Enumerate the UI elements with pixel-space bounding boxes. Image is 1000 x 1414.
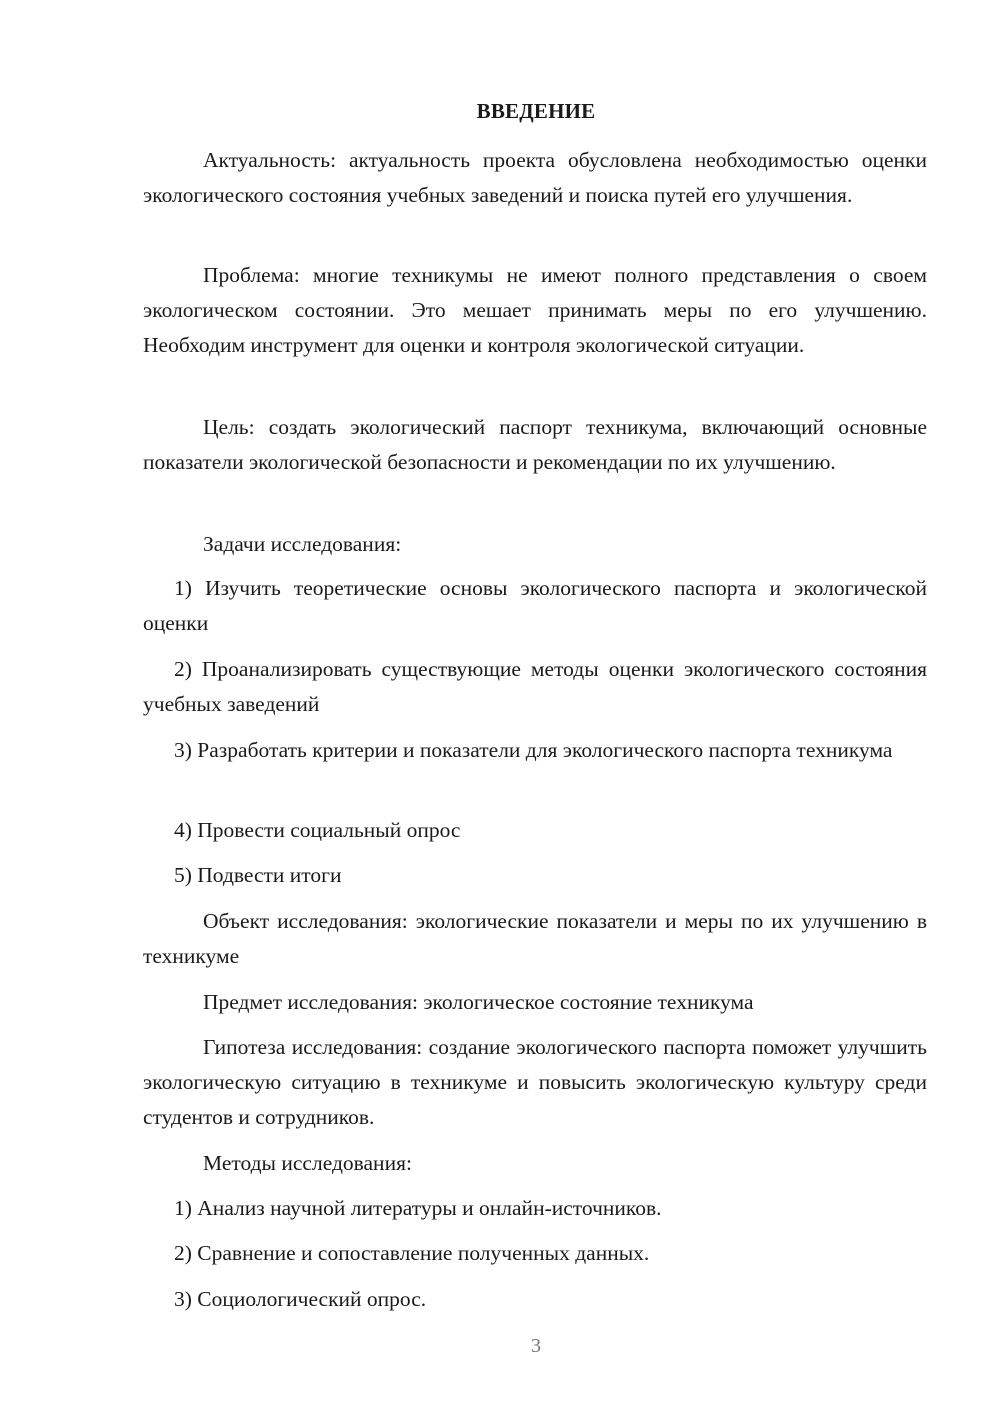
page-number: 3 [531,1335,541,1357]
paragraph-relevance: Актуальность: актуальность проекта обусловлена необходимостью оценки экологического состояния учебных заведений и поиска путей его улучшения. [143,148,927,207]
task-item-2: 2) Проанализировать существующие методы оценки экологического состояния учебных заведений [143,657,927,716]
paragraph-tasks-heading: Задачи исследования: [203,532,402,556]
method-item-1: 1) Анализ научной литературы и онлайн-источников. [174,1196,662,1220]
task-item-5: 5) Подвести итоги [174,863,342,887]
paragraph-problem: Проблема: многие техникумы не имеют полного представления о своем экологическом состоянии. Это мешает принимать меры по его улучшению. Необходим инструмент для оценки и контроля экологической ситуации. [143,263,927,357]
task-item-3: 3) Разработать критерии и показатели для экологического паспорта техникума [174,738,893,762]
paragraph-goal: Цель: создать экологический паспорт техникума, включающий основные показатели экологической безопасности и рекомендации по их улучшению. [143,415,927,474]
task-item-1: 1) Изучить теоретические основы экологического паспорта и экологической оценки [143,576,927,635]
task-item-4: 4) Провести социальный опрос [174,818,461,842]
section-title: ВВЕДЕНИЕ [476,99,596,123]
paragraph-hypothesis: Гипотеза исследования: создание экологического паспорта поможет улучшить экологическую ситуацию в техникуме и повысить экологическую культуру среди студентов и сотрудников. [143,1035,927,1129]
paragraph-object: Объект исследования: экологические показатели и меры по их улучшению в техникуме [143,909,927,968]
paragraph-methods-heading: Методы исследования: [203,1151,412,1175]
method-item-2: 2) Сравнение и сопоставление полученных данных. [174,1241,650,1265]
paragraph-subject: Предмет исследования: экологическое состояние техникума [203,990,754,1014]
method-item-3: 3) Социологический опрос. [174,1287,427,1311]
